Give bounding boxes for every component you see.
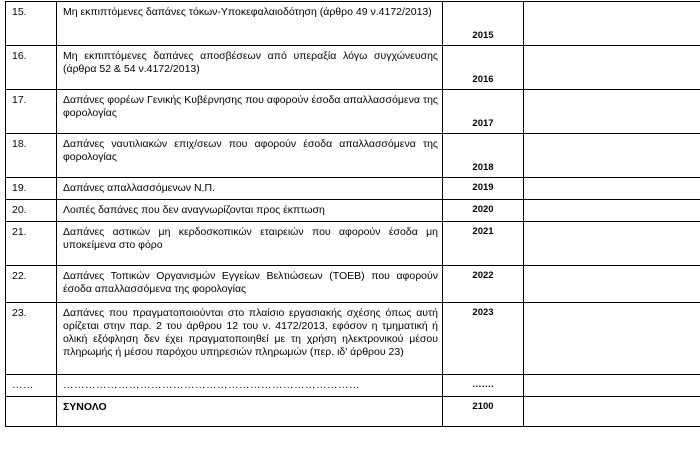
row-description: Μη εκπιπτόμενες δαπάνες τόκων-Υποκεφαλαιοδότηση (άρθρο 49 ν.4172/2013) [57, 2, 443, 46]
row-number: 17. [6, 90, 57, 134]
row-code: 2020 [443, 200, 524, 222]
row-description: Δαπάνες που πραγματοποιούνται στο πλαίσιο εργασιακής σχέσης όπως αυτή ορίζεται στην παρ. 2 του άρθρου 12 του ν. 4172/2013, εφόσον η τμηματική ή ολική εξόφληση δεν έχει πραγματοποιηθεί με τη χρήση ηλεκτρονικού μέσου πληρωμής ή μέσου παρόχου υπηρεσιών πληρωμών (περ. ιδ' άρθρου 23) [57, 303, 443, 375]
row-code: 2021 [443, 222, 524, 266]
row-description: Λοιπές δαπάνες που δεν αναγνωρίζονται προς έκπτωση [57, 200, 443, 222]
table-row [6, 222, 700, 266]
row-number: 23. [6, 303, 57, 375]
amount-cell[interactable] [524, 2, 700, 46]
row-description: Δαπάνες απαλλασσόμενων Ν.Π. [57, 178, 443, 200]
row-description: Δαπάνες ναυτιλιακών επιχ/σεων που αφορούν έσοδα απαλλασσόμενα της φορολογίας [57, 134, 443, 178]
row-code: 2018 [443, 134, 524, 178]
row-number: 20. [6, 200, 57, 222]
table-row [6, 2, 700, 46]
row-description: ……………………………………………………………………… [57, 375, 443, 397]
amount-cell[interactable] [524, 303, 700, 375]
table-row [6, 303, 700, 375]
row-code: 2015 [443, 2, 524, 46]
table-row [6, 375, 700, 397]
row-number: 15. [6, 2, 57, 46]
table-row [6, 266, 700, 303]
row-description: Δαπάνες Τοπικών Οργανισμών Εγγείων Βελτιώσεων (ΤΟΕΒ) που αφορούν έσοδα απαλλασσόμενα της φορολογίας [57, 266, 443, 303]
total-row [6, 397, 700, 427]
row-code: 2022 [443, 266, 524, 303]
row-code: 2017 [443, 90, 524, 134]
row-number [6, 397, 57, 427]
table-row [6, 90, 700, 134]
row-description: Δαπάνες αστικών μη κερδοσκοπικών εταιρειών που αφορούν έσοδα μη υποκείμενα στο φόρο [57, 222, 443, 266]
row-code: 2019 [443, 178, 524, 200]
table-row [6, 134, 700, 178]
row-number: 22. [6, 266, 57, 303]
expenses-table [5, 1, 700, 427]
row-code: 2023 [443, 303, 524, 375]
amount-cell[interactable] [524, 90, 700, 134]
amount-cell[interactable] [524, 46, 700, 90]
amount-cell[interactable] [524, 178, 700, 200]
row-number: 16. [6, 46, 57, 90]
amount-cell[interactable] [524, 134, 700, 178]
table-row [6, 178, 700, 200]
total-code: 2100 [443, 397, 524, 427]
row-number: 19. [6, 178, 57, 200]
amount-cell[interactable] [524, 200, 700, 222]
amount-cell[interactable] [524, 222, 700, 266]
amount-cell[interactable] [524, 375, 700, 397]
total-label: ΣΥΝΟΛΟ [57, 397, 443, 427]
row-code: ……. [443, 375, 524, 397]
row-number: 21. [6, 222, 57, 266]
row-description: Δαπάνες φορέων Γενικής Κυβέρνησης που αφορούν έσοδα απαλλασσόμενα της φορολογίας [57, 90, 443, 134]
row-number: …… [6, 375, 57, 397]
total-amount-cell[interactable] [524, 397, 700, 427]
amount-cell[interactable] [524, 266, 700, 303]
row-number: 18. [6, 134, 57, 178]
row-code: 2016 [443, 46, 524, 90]
table-row [6, 46, 700, 90]
row-description: Μη εκπιπτόμενες δαπάνες αποσβέσεων από υπεραξία λόγω συγχώνευσης (άρθρα 52 & 54 ν.4172/2013) [57, 46, 443, 90]
table-row [6, 200, 700, 222]
